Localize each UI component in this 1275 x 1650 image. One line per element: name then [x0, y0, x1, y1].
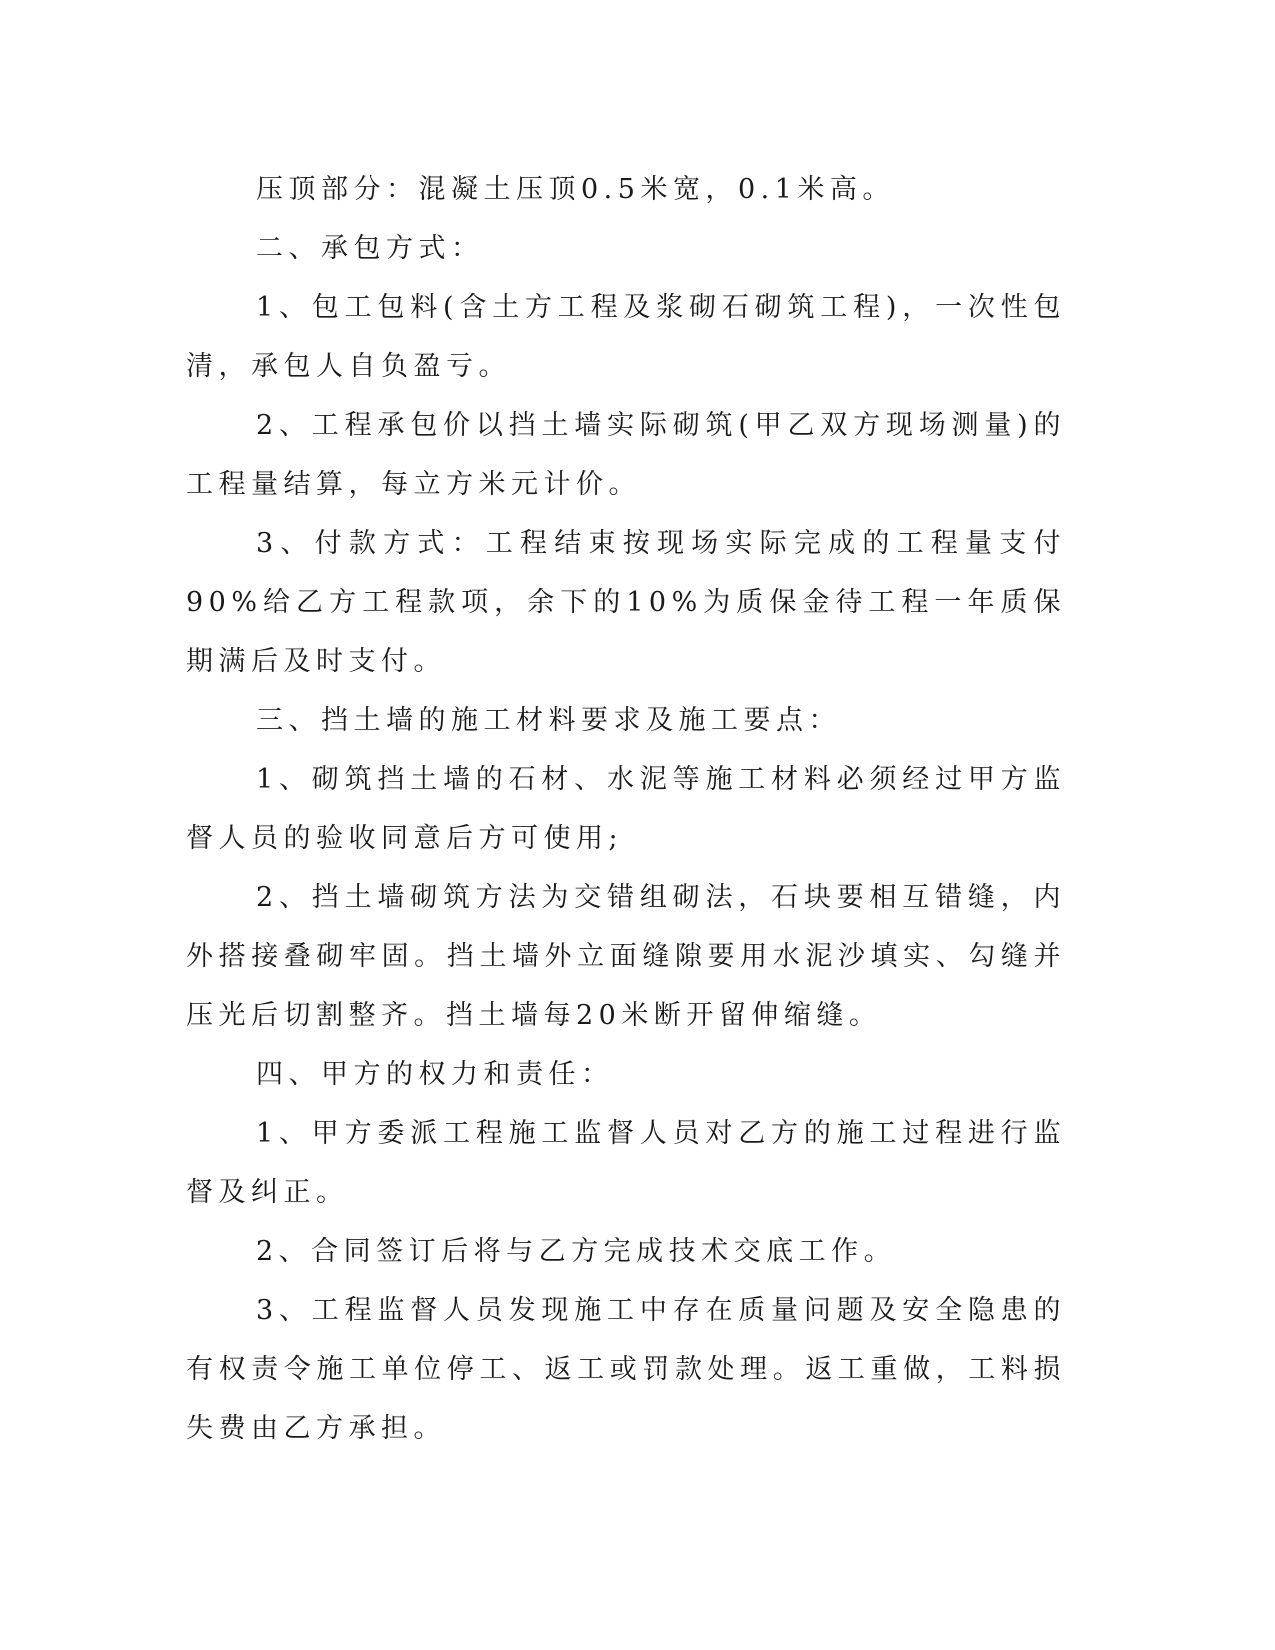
- paragraph-contract-item-3: 3、付款方式：工程结束按现场实际完成的工程量支付90%给乙方工程款项，余下的10%为质保金待工程一年质保期满后及时支付。: [186, 528, 1066, 677]
- paragraph-materials-item-1: 1、砌筑挡土墙的石材、水泥等施工材料必须经过甲方监督人员的验收同意后方可使用;: [186, 764, 1066, 854]
- paragraph-party-a-item-3: 3、工程监督人员发现施工中存在质量问题及安全隐患的有权责令施工单位停工、返工或罚款处理。返工重做，工料损失费由乙方承担。: [186, 1295, 1066, 1444]
- paragraph-contract-item-1: 1、包工包料(含土方工程及浆砌石砌筑工程)，一次性包清，承包人自负盈亏。: [186, 292, 1066, 382]
- document-body: [186, 160, 1066, 1458]
- paragraph-contract-item-2: 2、工程承包价以挡土墙实际砌筑(甲乙双方现场测量)的工程量结算，每立方米元计价。: [186, 410, 1066, 500]
- heading-materials-requirements: 三、挡土墙的施工材料要求及施工要点：: [256, 705, 841, 736]
- heading-party-a-rights: 四、甲方的权力和责任：: [256, 1059, 614, 1090]
- paragraph-party-a-item-2: 2、合同签订后将与乙方完成技术交底工作。: [256, 1236, 897, 1267]
- heading-contract-method: 二、承包方式：: [256, 233, 484, 264]
- paragraph-materials-item-2: 2、挡土墙砌筑方法为交错组砌法，石块要相互错缝，内外搭接叠砌牢固。挡土墙外立面缝隙要用水泥沙填实、勾缝并压光后切割整齐。挡土墙每20米断开留伸缩缝。: [186, 882, 1066, 1031]
- paragraph-party-a-item-1: 1、甲方委派工程施工监督人员对乙方的施工过程进行监督及纠正。: [186, 1118, 1066, 1208]
- paragraph-coping: 压顶部分：混凝土压顶0.5米宽，0.1米高。: [256, 174, 895, 205]
